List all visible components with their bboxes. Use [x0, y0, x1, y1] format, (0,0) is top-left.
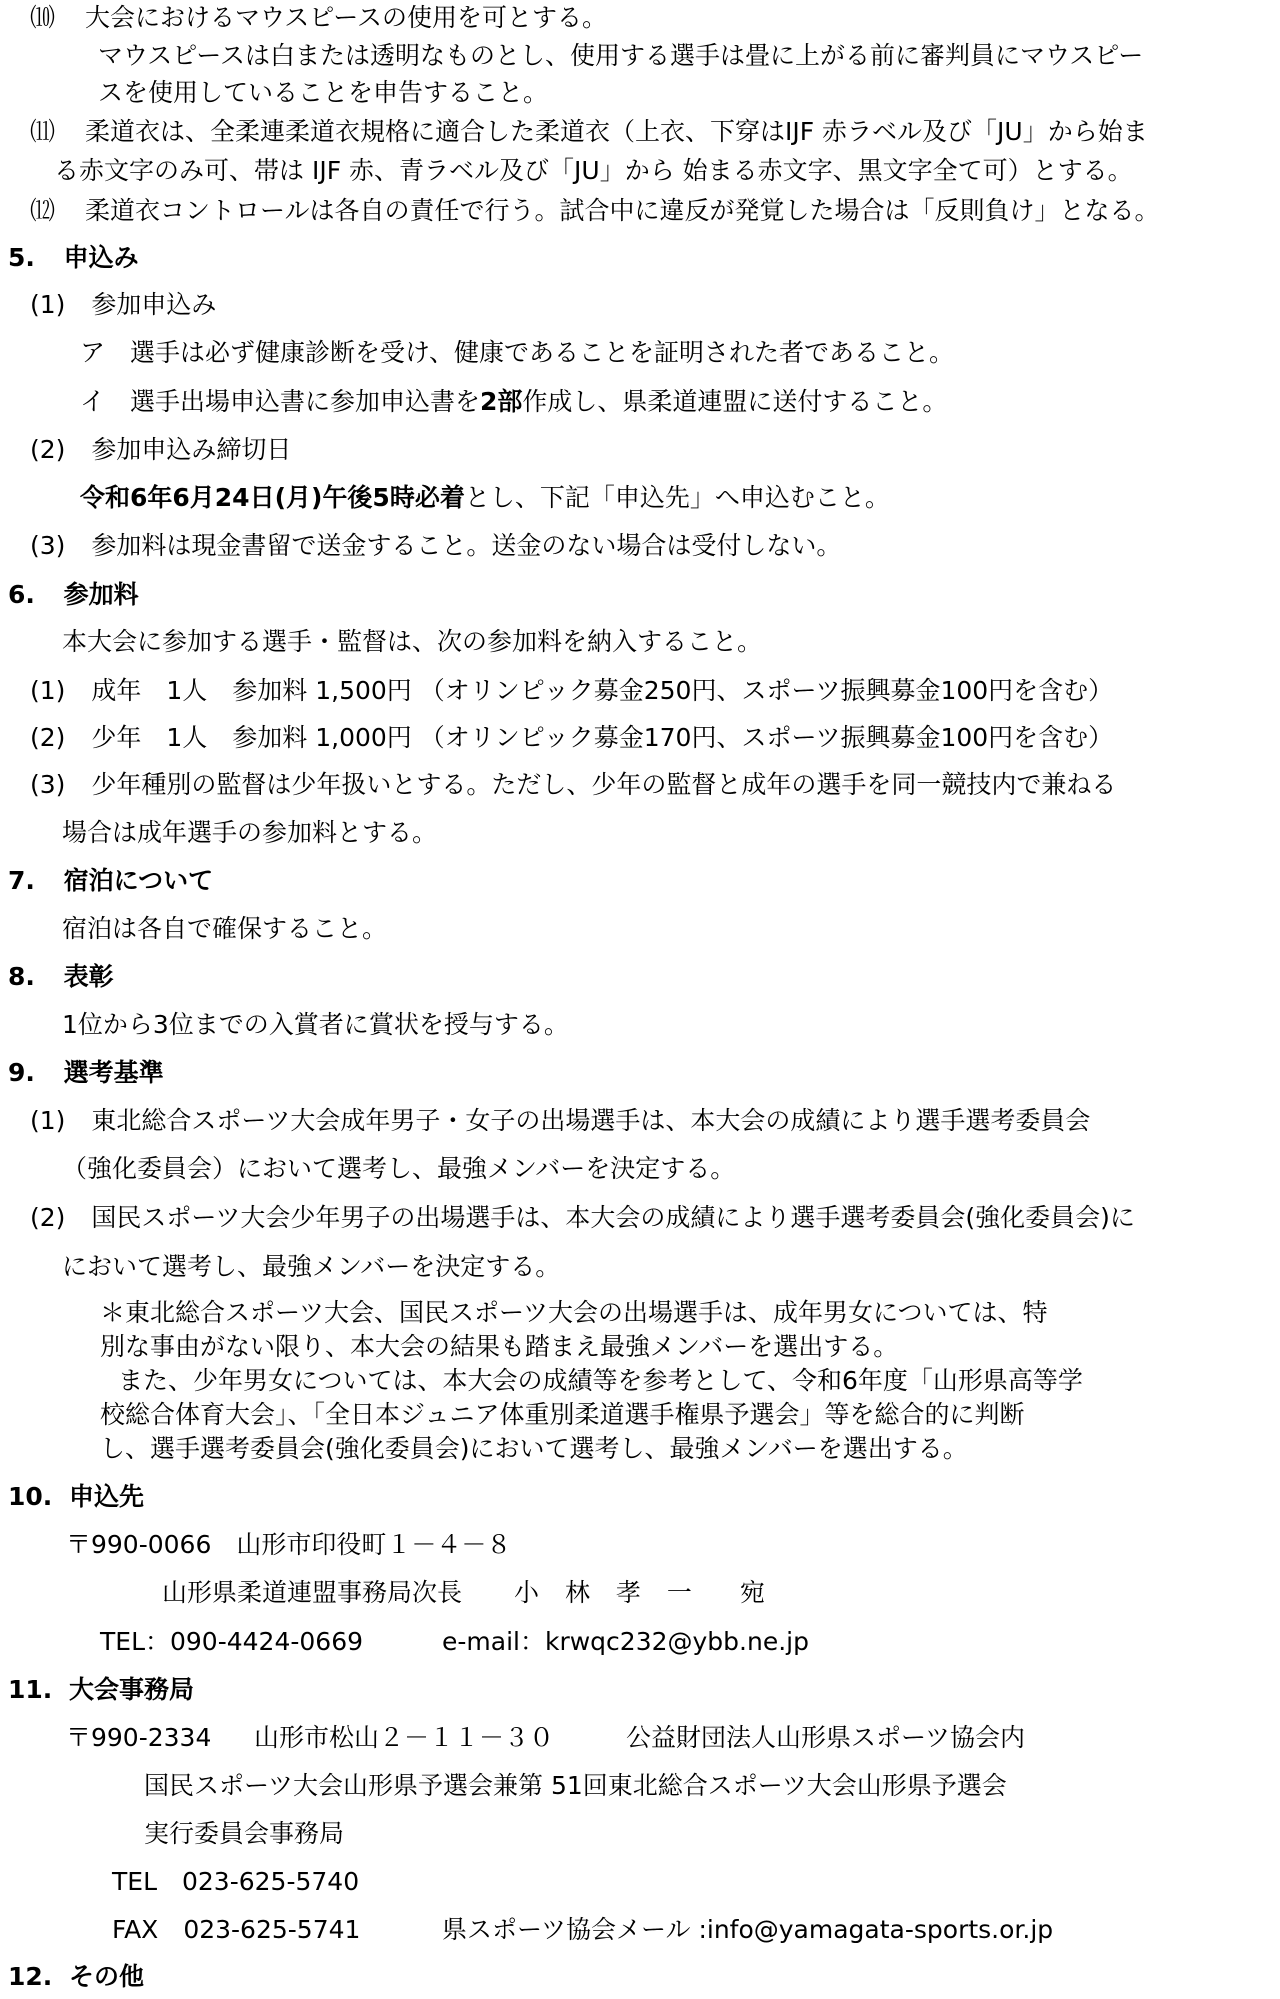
section-5-title: 申込み	[63, 243, 139, 272]
section-11-number: 11.	[8, 1675, 53, 1704]
section-11-heading	[8, 1675, 194, 1705]
section-6-heading	[8, 580, 139, 610]
section-6-3-text: 少年種別の監督は少年扱いとする。ただし、少年の監督と成年の選手を同一競技内で兼ねる	[91, 770, 1117, 799]
item-11-line-2: る赤文字のみ可、帯は IJF 赤、青ラベル及び「JU」から 始まる赤文字、黒文字全て可）とする。	[54, 156, 1133, 185]
section-5-2-text: 参加申込み締切日	[91, 435, 292, 464]
section-8-number: 8.	[8, 962, 35, 991]
section-5-1-i	[80, 387, 947, 417]
section-6-number: 6.	[8, 580, 35, 609]
section-7-text: 宿泊は各自で確保すること。	[62, 914, 388, 943]
section-5-2-tail: とし、下記「申込先」へ申込むこと。	[464, 483, 890, 512]
section-12-number: 12.	[8, 1962, 53, 1991]
section-10-number: 10.	[8, 1482, 53, 1511]
section-6-2-number: (2)	[30, 723, 66, 752]
section-9-2-line-1	[30, 1203, 1135, 1233]
section-6-intro: 本大会に参加する選手・監督は、次の参加料を納入すること。	[62, 627, 763, 656]
section-6-3-line-1	[30, 770, 1116, 800]
item-10-line-2: マウスピースは白または透明なものとし、使用する選手は畳に上がる前に審判員にマウスピー	[98, 41, 1144, 70]
section-5-3-number: (3)	[30, 531, 66, 560]
section-9-note-line-3: また、少年男女については、本大会の成績等を参考として、令和6年度「山形県高等学	[118, 1366, 1083, 1395]
section-9-1-line-1	[30, 1106, 1090, 1136]
section-11-fax: FAX 023-625-5741	[112, 1915, 361, 1944]
section-6-3-number: (3)	[30, 770, 66, 799]
section-9-note-line-1: ＊東北総合スポーツ大会、国民スポーツ大会の出場選手は、成年男女については、特	[100, 1298, 1048, 1327]
section-11-email: 県スポーツ協会メール :info@yamagata-sports.or.jp	[442, 1915, 1054, 1944]
section-6-1-number: (1)	[30, 676, 66, 705]
section-11-postal: 〒990-2334	[66, 1723, 212, 1752]
item-11-number: ⑾	[30, 117, 56, 146]
item-12-number: ⑿	[30, 196, 56, 225]
section-5-1-i-post: 作成し、県柔道連盟に送付すること。	[522, 387, 948, 416]
section-5-1-number: (1)	[30, 290, 66, 319]
section-10-email: e-mail：krwqc232@ybb.ne.jp	[442, 1627, 809, 1656]
section-10-address: 〒990-0066 山形市印役町１－４－８	[66, 1530, 512, 1559]
section-5-1-text: 参加申込み	[91, 290, 217, 319]
section-11-address: 山形市松山２－１１－３０	[254, 1723, 555, 1752]
item-12-line-1	[30, 196, 1159, 226]
section-5-2	[30, 435, 291, 465]
section-10-recipient	[162, 1578, 765, 1608]
item-11-text: 柔道衣は、全柔連柔道衣規格に適合した柔道衣（上衣、下穿はIJF 赤ラベル及び「JU」から始ま	[84, 117, 1148, 146]
section-5-3	[30, 531, 841, 561]
section-11-tel: TEL 023-625-5740	[112, 1867, 360, 1896]
section-5-1-i-bold: 2部	[480, 387, 523, 416]
section-8-text: 1位から3位までの入賞者に賞状を授与する。	[62, 1010, 569, 1039]
section-5-1	[30, 290, 216, 320]
section-10-name-char: 林	[564, 1578, 590, 1607]
section-6-2	[30, 723, 1113, 753]
item-12-text: 柔道衣コントロールは各自の責任で行う。試合中に違反が発覚した場合は「反則負け」となる。	[84, 196, 1160, 225]
section-10-heading	[8, 1482, 144, 1512]
section-9-note-line-2: 別な事由がない限り、本大会の結果も踏まえ最強メンバーを選出する。	[100, 1332, 899, 1361]
section-8-heading	[8, 962, 114, 992]
section-9-title: 選考基準	[63, 1058, 164, 1087]
section-11-line-2: 国民スポーツ大会山形県予選会兼第 51回東北総合スポーツ大会山形県予選会	[144, 1771, 1007, 1800]
section-11-org: 公益財団法人山形県スポーツ協会内	[626, 1723, 1026, 1752]
section-10-name-char: 小	[513, 1578, 539, 1607]
section-7-number: 7.	[8, 866, 35, 895]
section-10-tel: TEL：090-4424-0669	[100, 1627, 364, 1656]
section-5-3-text: 参加料は現金書留で送金すること。送金のない場合は受付しない。	[91, 531, 842, 560]
section-12-title: その他	[69, 1962, 145, 1991]
section-5-1-a: ア 選手は必ず健康診断を受け、健康であることを証明された者であること。	[80, 338, 955, 367]
item-10-line-3: スを使用していることを申告すること。	[98, 78, 549, 107]
item-10-text: 大会におけるマウスピースの使用を可とする。	[84, 3, 607, 32]
section-9-1-number: (1)	[30, 1106, 66, 1135]
section-11-title: 大会事務局	[69, 1675, 195, 1704]
section-9-2-line-2: において選考し、最強メンバーを決定する。	[62, 1252, 561, 1281]
section-10-name-char: 一	[666, 1578, 692, 1607]
section-9-1-line-2: （強化委員会）において選考し、最強メンバーを決定する。	[62, 1154, 736, 1183]
section-10-title: 申込先	[69, 1482, 145, 1511]
section-5-2-deadline-line	[80, 483, 890, 513]
section-5-heading	[8, 243, 139, 273]
section-10-person-name	[514, 1578, 700, 1607]
section-11-line-3: 実行委員会事務局	[144, 1819, 345, 1848]
section-6-3-line-2: 場合は成年選手の参加料とする。	[62, 818, 438, 847]
section-5-number: 5.	[8, 243, 35, 272]
section-9-heading	[8, 1058, 164, 1088]
section-10-org: 山形県柔道連盟事務局次長	[162, 1578, 463, 1607]
section-9-number: 9.	[8, 1058, 35, 1087]
item-10-line-1	[30, 3, 607, 33]
section-9-note-line-4: 校総合体育大会」、「全日本ジュニア体重別柔道選手権県予選会」等を総合的に判断	[100, 1400, 1025, 1429]
section-5-2-deadline: 令和6年6月24日(月)午後5時必着	[80, 483, 465, 512]
section-5-2-number: (2)	[30, 435, 66, 464]
section-9-1-text: 東北総合スポーツ大会成年男子・女子の出場選手は、本大会の成績により選手選考委員会	[91, 1106, 1091, 1135]
section-5-1-i-pre: イ 選手出場申込書に参加申込書を	[80, 387, 481, 416]
section-6-title: 参加料	[63, 580, 139, 609]
section-9-2-number: (2)	[30, 1203, 66, 1232]
item-11-line-1	[30, 117, 1148, 147]
section-8-title: 表彰	[63, 962, 114, 991]
section-9-2-text: 国民スポーツ大会少年男子の出場選手は、本大会の成績により選手選考委員会(強化委員会)に	[91, 1203, 1135, 1232]
section-7-title: 宿泊について	[63, 866, 214, 895]
item-10-number: ⑽	[30, 3, 56, 32]
section-6-1	[30, 676, 1113, 706]
section-10-suffix: 宛	[739, 1578, 765, 1607]
section-10-name-char: 孝	[615, 1578, 641, 1607]
section-7-heading	[8, 866, 213, 896]
section-6-1-text: 成年 1人 参加料 1,500円 （オリンピック募金250円、スポーツ振興募金100円を含む）	[91, 676, 1114, 705]
section-12-heading	[8, 1962, 144, 1992]
section-6-2-text: 少年 1人 参加料 1,000円 （オリンピック募金170円、スポーツ振興募金100円を含む）	[91, 723, 1114, 752]
section-9-note-line-5: し、選手選考委員会(強化委員会)において選考し、最強メンバーを選出する。	[100, 1434, 968, 1463]
